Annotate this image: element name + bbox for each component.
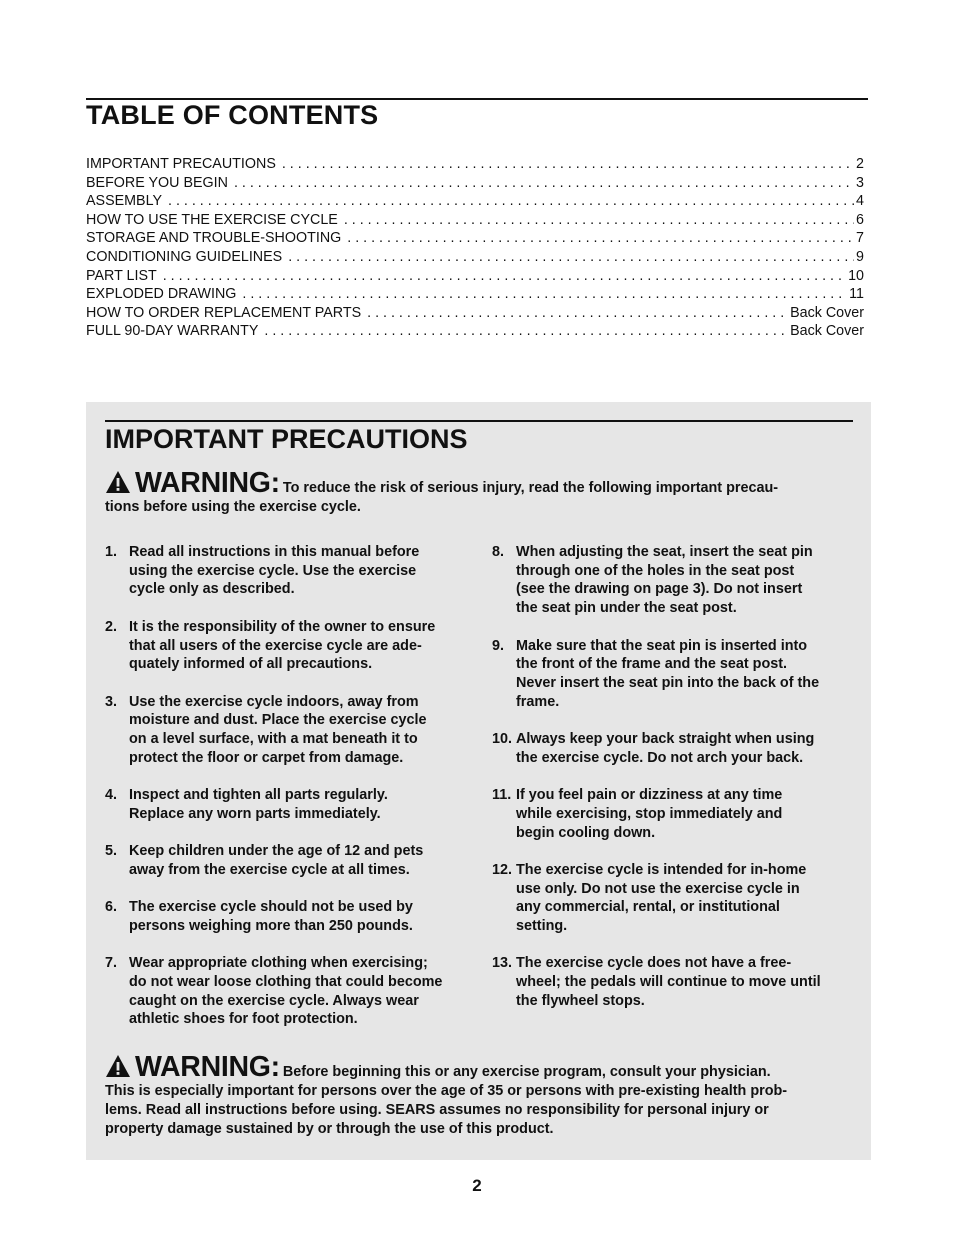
precaution-number: 8. xyxy=(492,544,505,560)
warning-word: WARNING: xyxy=(135,1051,280,1083)
precaution-text: The exercise cycle does not have a free- wheel; the pedals will continue to move until the flywheel stops. xyxy=(516,955,821,1009)
warning-triangle-icon xyxy=(105,470,131,494)
toc-entry xyxy=(86,229,864,248)
toc-entry-label: ASSEMBLY xyxy=(86,193,163,210)
precautions-panel xyxy=(86,402,871,1160)
precaution-item xyxy=(492,730,857,767)
toc-entry xyxy=(86,174,864,193)
precaution-text: Read all instructions in this manual before using the exercise cycle. Use the exercise cycle only as described. xyxy=(129,544,420,598)
toc-entry xyxy=(86,267,864,286)
warning-bottom xyxy=(105,1051,853,1139)
precaution-item xyxy=(105,618,475,674)
toc-entry xyxy=(86,304,864,323)
precaution-text: Make sure that the seat pin is inserted into the front of the frame and the seat post. Never insert the seat pin into the back of the frame. xyxy=(516,637,820,710)
toc-leader-dots xyxy=(264,322,788,341)
precautions-title: IMPORTANT PRECAUTIONS xyxy=(105,424,468,454)
precaution-number: 3. xyxy=(105,693,118,710)
toc-entry xyxy=(86,211,864,230)
precaution-number: 4. xyxy=(105,787,118,804)
toc-entry xyxy=(86,155,864,174)
precaution-item xyxy=(105,786,475,823)
toc-leader-dots xyxy=(344,211,854,230)
precaution-text: Keep children under the age of 12 and pets away from the exercise cycle at all times. xyxy=(129,843,424,878)
precaution-text: When adjusting the seat, insert the seat pin through one of the holes in the seat post (see the drawing on page 3). Do not insert the seat pin under the seat post. xyxy=(516,544,813,617)
toc-entry-page: 2 xyxy=(856,156,864,172)
precaution-item xyxy=(105,543,475,599)
toc-entry-label: EXPLODED DRAWING xyxy=(86,286,237,303)
precaution-text: It is the responsibility of the owner to ensure that all users of the exercise cycle are ade- quately informed of all precautions. xyxy=(129,618,436,673)
toc-entry-page: 9 xyxy=(856,248,864,265)
precaution-item xyxy=(492,786,857,842)
precautions-right-column xyxy=(492,543,857,1029)
precaution-text: Always keep your back straight when using the exercise cycle. Do not arch your back. xyxy=(516,731,815,766)
warning-top-text: To reduce the risk of serious injury, read the following important precau- tions before using the exercise cycle. xyxy=(105,480,779,515)
toc-entry-label: STORAGE AND TROUBLE-SHOOTING xyxy=(86,230,342,247)
precaution-number: 2. xyxy=(105,618,118,635)
precaution-number: 5. xyxy=(105,843,118,860)
warning-word: WARNING: xyxy=(135,467,280,499)
precaution-text: The exercise cycle should not be used by persons weighing more than 250 pounds. xyxy=(129,899,413,934)
precautions-left-column xyxy=(105,543,475,1048)
precaution-text: Inspect and tighten all parts regularly. Replace any worn parts immediately. xyxy=(129,787,388,822)
warning-top xyxy=(105,467,853,517)
toc-leader-dots xyxy=(288,248,854,267)
warning-bottom-text: Before beginning this or any exercise program, consult your physician. This is especially important for persons over the age of 35 or persons with pre-existing health prob- lems. Read all instructions before using. SEARS assumes no responsibility for personal injury or property damage sustained by or through the use of this product. xyxy=(105,1064,788,1137)
toc-entry-page: Back Cover xyxy=(790,323,864,340)
precaution-number: 7. xyxy=(105,955,118,972)
precaution-item xyxy=(492,861,857,936)
toc-leader-dots xyxy=(168,192,854,211)
toc-entry-label: CONDITIONING GUIDELINES xyxy=(86,248,283,265)
precaution-item xyxy=(105,898,475,935)
precaution-item xyxy=(492,637,857,712)
precaution-item xyxy=(105,693,475,768)
precaution-number: 11. xyxy=(492,787,512,804)
toc-leader-dots xyxy=(367,304,788,323)
toc-entry xyxy=(86,285,864,304)
precaution-number: 9. xyxy=(492,637,505,654)
toc-leader-dots xyxy=(347,229,854,248)
toc-entry-label: PART LIST xyxy=(86,267,157,284)
toc-leader-dots xyxy=(242,285,847,304)
toc-entry-page: 6 xyxy=(856,211,864,228)
toc-entry-page: Back Cover xyxy=(790,304,864,321)
precaution-number: 12. xyxy=(492,861,513,878)
toc-entry xyxy=(86,322,864,341)
precaution-item xyxy=(105,954,475,1029)
precaution-text: The exercise cycle is intended for in-home use only. Do not use the exercise cycle in any commercial, rental, or institutional setting. xyxy=(516,861,807,934)
toc-leader-dots xyxy=(282,155,854,174)
toc-entry xyxy=(86,192,864,211)
toc-entry-label: HOW TO ORDER REPLACEMENT PARTS xyxy=(86,304,362,321)
page-number: 2 xyxy=(472,1176,482,1195)
toc-entry xyxy=(86,248,864,267)
toc-leader-dots xyxy=(234,174,854,193)
toc-entry-label: FULL 90-DAY WARRANTY xyxy=(86,323,259,340)
toc-entry-label: BEFORE YOU BEGIN xyxy=(86,174,228,191)
warning-triangle-icon xyxy=(105,1054,131,1078)
toc-list xyxy=(86,155,864,341)
precaution-item xyxy=(105,842,475,879)
precaution-number: 6. xyxy=(105,899,118,916)
precaution-text: If you feel pain or dizziness at any time while exercising, stop immediately and begin cooling down. xyxy=(516,787,783,841)
toc-entry-page: 11 xyxy=(849,286,864,303)
toc-entry-page: 3 xyxy=(856,174,864,191)
precaution-item xyxy=(492,543,857,618)
toc-title: TABLE OF CONTENTS xyxy=(86,100,379,130)
toc-entry-page: 4 xyxy=(856,193,864,210)
precautions-top-rule xyxy=(105,420,853,422)
toc-entry-page: 7 xyxy=(856,230,864,247)
toc-entry-page: 10 xyxy=(848,267,864,284)
toc-entry-label: HOW TO USE THE EXERCISE CYCLE xyxy=(86,211,338,228)
toc-entry-label: IMPORTANT PRECAUTIONS xyxy=(86,156,276,172)
precaution-number: 10. xyxy=(492,731,513,747)
precaution-text: Wear appropriate clothing when exercising; do not wear loose clothing that could become caught on the exercise cycle. Always wear athletic shoes for foot protection. xyxy=(129,955,443,1028)
precaution-item xyxy=(492,954,857,1010)
precaution-number: 13. xyxy=(492,955,513,972)
precaution-text: Use the exercise cycle indoors, away from moisture and dust. Place the exercise cycle on a level surface, with a mat beneath it to protect the floor or carpet from damage. xyxy=(129,693,427,766)
precaution-number: 1. xyxy=(105,544,118,560)
toc-leader-dots xyxy=(163,267,846,286)
